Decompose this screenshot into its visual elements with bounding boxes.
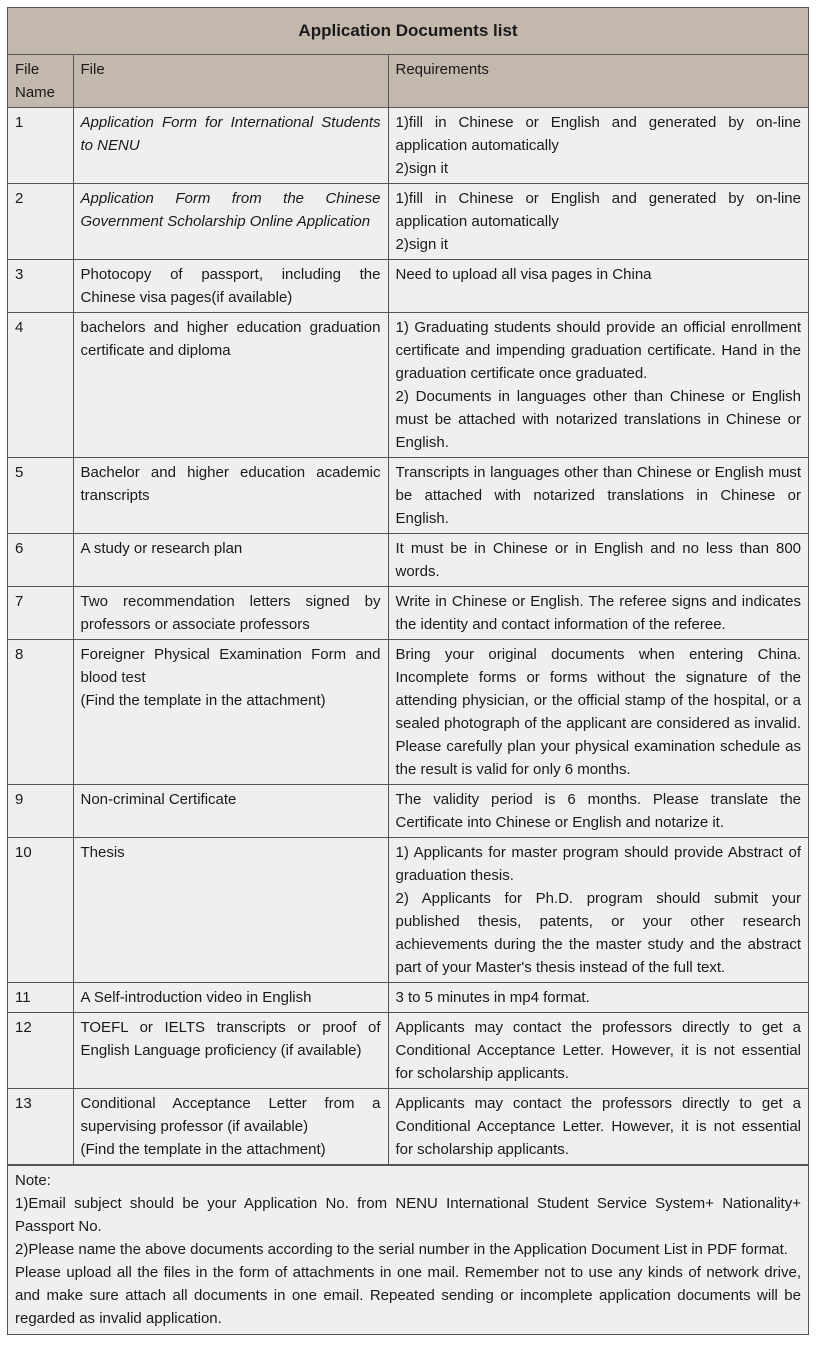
row-number: 9 [8, 785, 73, 838]
table-row [8, 1089, 808, 1165]
table-row [8, 313, 808, 458]
requirement-text: 2)sign it [395, 236, 449, 253]
requirement-text: 1) Applicants for master program should provide Abstract of graduation thesis. [395, 844, 801, 884]
file-text: A study or research plan [80, 540, 243, 557]
requirements-cell [388, 260, 808, 313]
row-number: 6 [8, 534, 73, 587]
requirement-text: Applicants may contact the professors directly to get a Conditional Acceptance Letter. However, it is not essential for scholarship applicants. [395, 1019, 801, 1082]
table-row [8, 785, 808, 838]
file-text: Photocopy of passport, including the Chinese visa pages(if available) [80, 266, 381, 306]
file-cell [73, 1089, 388, 1165]
requirement-text: 1)fill in Chinese or English and generated by on-line application automatically [395, 114, 801, 154]
file-cell [73, 534, 388, 587]
requirements-cell [388, 458, 808, 534]
requirement-text: Need to upload all visa pages in China [395, 266, 652, 283]
file-text: TOEFL or IELTS transcripts or proof of English Language proficiency (if available) [80, 1019, 381, 1059]
requirements-cell [388, 640, 808, 785]
row-number: 10 [8, 838, 73, 983]
file-text: Application Form from the Chinese Government Scholarship Online Application [80, 190, 381, 230]
file-text: A Self-introduction video in English [80, 989, 312, 1006]
file-cell [73, 458, 388, 534]
row-number: 2 [8, 184, 73, 260]
file-cell [73, 838, 388, 983]
documents-table [8, 55, 808, 1165]
table-row [8, 458, 808, 534]
note-item: 2)Please name the above documents according to the serial number in the Application Document List in PDF format. [15, 1241, 788, 1258]
row-number: 1 [8, 108, 73, 184]
file-cell [73, 785, 388, 838]
table-row [8, 260, 808, 313]
requirement-text: The validity period is 6 months. Please translate the Certificate into Chinese or English and notarize it. [395, 791, 801, 831]
file-text: Thesis [80, 844, 125, 861]
requirements-cell [388, 785, 808, 838]
file-text: Non-criminal Certificate [80, 791, 237, 808]
file-text: Application Form for International Students to NENU [80, 114, 381, 154]
row-number: 11 [8, 983, 73, 1013]
requirement-text: It must be in Chinese or in English and no less than 800 words. [395, 540, 801, 580]
requirements-cell [388, 534, 808, 587]
file-cell [73, 260, 388, 313]
requirement-text: 1) Graduating students should provide an official enrollment certificate and impending graduation certificate. Hand in the graduation certificate once graduated. [395, 319, 801, 382]
note-heading: Note: [15, 1172, 51, 1189]
requirement-text: 1)fill in Chinese or English and generated by on-line application automatically [395, 190, 801, 230]
header-requirements: Requirements [388, 55, 808, 108]
table-row [8, 838, 808, 983]
requirements-cell [388, 1013, 808, 1089]
row-number: 4 [8, 313, 73, 458]
table-body [8, 108, 808, 1165]
requirements-cell [388, 983, 808, 1013]
file-cell [73, 184, 388, 260]
file-text: bachelors and higher education graduation certificate and diploma [80, 319, 381, 359]
file-cell [73, 313, 388, 458]
table-title: Application Documents list [8, 8, 808, 55]
file-cell [73, 108, 388, 184]
requirement-text: Write in Chinese or English. The referee signs and indicates the identity and contact information of the referee. [395, 593, 801, 633]
row-number: 8 [8, 640, 73, 785]
file-text: Bachelor and higher education academic transcripts [80, 464, 381, 504]
requirements-cell [388, 184, 808, 260]
file-text: Two recommendation letters signed by professors or associate professors [80, 593, 381, 633]
row-number: 12 [8, 1013, 73, 1089]
file-text: Foreigner Physical Examination Form and blood test [80, 646, 381, 686]
documents-table-container [7, 7, 809, 1335]
row-number: 7 [8, 587, 73, 640]
table-row [8, 983, 808, 1013]
requirement-text: Transcripts in languages other than Chinese or English must be attached with notarized translations in Chinese or English. [395, 464, 801, 527]
file-text: (Find the template in the attachment) [80, 1141, 326, 1158]
row-number: 13 [8, 1089, 73, 1165]
table-row [8, 184, 808, 260]
row-number: 5 [8, 458, 73, 534]
table-row [8, 587, 808, 640]
requirements-cell [388, 838, 808, 983]
file-cell [73, 587, 388, 640]
table-row [8, 1013, 808, 1089]
row-number: 3 [8, 260, 73, 313]
table-row [8, 108, 808, 184]
requirement-text: 3 to 5 minutes in mp4 format. [395, 989, 590, 1006]
requirement-text: 2) Applicants for Ph.D. program should submit your published thesis, patents, or your other research achievements during the the master study and the abstract part of your Master's thesis instead of the full text. [395, 890, 801, 976]
table-header-row [8, 55, 808, 108]
requirements-cell [388, 108, 808, 184]
table-row [8, 534, 808, 587]
note-item: 1)Email subject should be your Application No. from NENU International Student Service System+ Nationality+ Passport No. [15, 1195, 801, 1235]
requirement-text: 2) Documents in languages other than Chinese or English must be attached with notarized translations in Chinese or English. [395, 388, 801, 451]
header-file: File [73, 55, 388, 108]
requirements-cell [388, 313, 808, 458]
header-file-name: File Name [8, 55, 73, 108]
requirements-cell [388, 1089, 808, 1165]
requirements-cell [388, 587, 808, 640]
notes-section [8, 1165, 808, 1334]
requirement-text: Applicants may contact the professors directly to get a Conditional Acceptance Letter. However, it is not essential for scholarship applicants. [395, 1095, 801, 1158]
file-text: (Find the template in the attachment) [80, 692, 326, 709]
file-cell [73, 1013, 388, 1089]
table-row [8, 640, 808, 785]
note-item: Please upload all the files in the form of attachments in one mail. Remember not to use any kinds of network drive, and make sure attach all documents in one email. Repeated sending or incomplete application documents will be regarded as invalid application. [15, 1264, 801, 1327]
requirement-text: 2)sign it [395, 160, 449, 177]
requirement-text: Bring your original documents when entering China. Incomplete forms or forms without the signature of the attending physician, or the official stamp of the hospital, or a sealed photograph of the applicant are considered as invalid. Please carefully plan your physical examination schedule as the result is valid for only 6 months. [395, 646, 801, 778]
file-cell [73, 983, 388, 1013]
file-cell [73, 640, 388, 785]
file-text: Conditional Acceptance Letter from a supervising professor (if available) [80, 1095, 381, 1135]
